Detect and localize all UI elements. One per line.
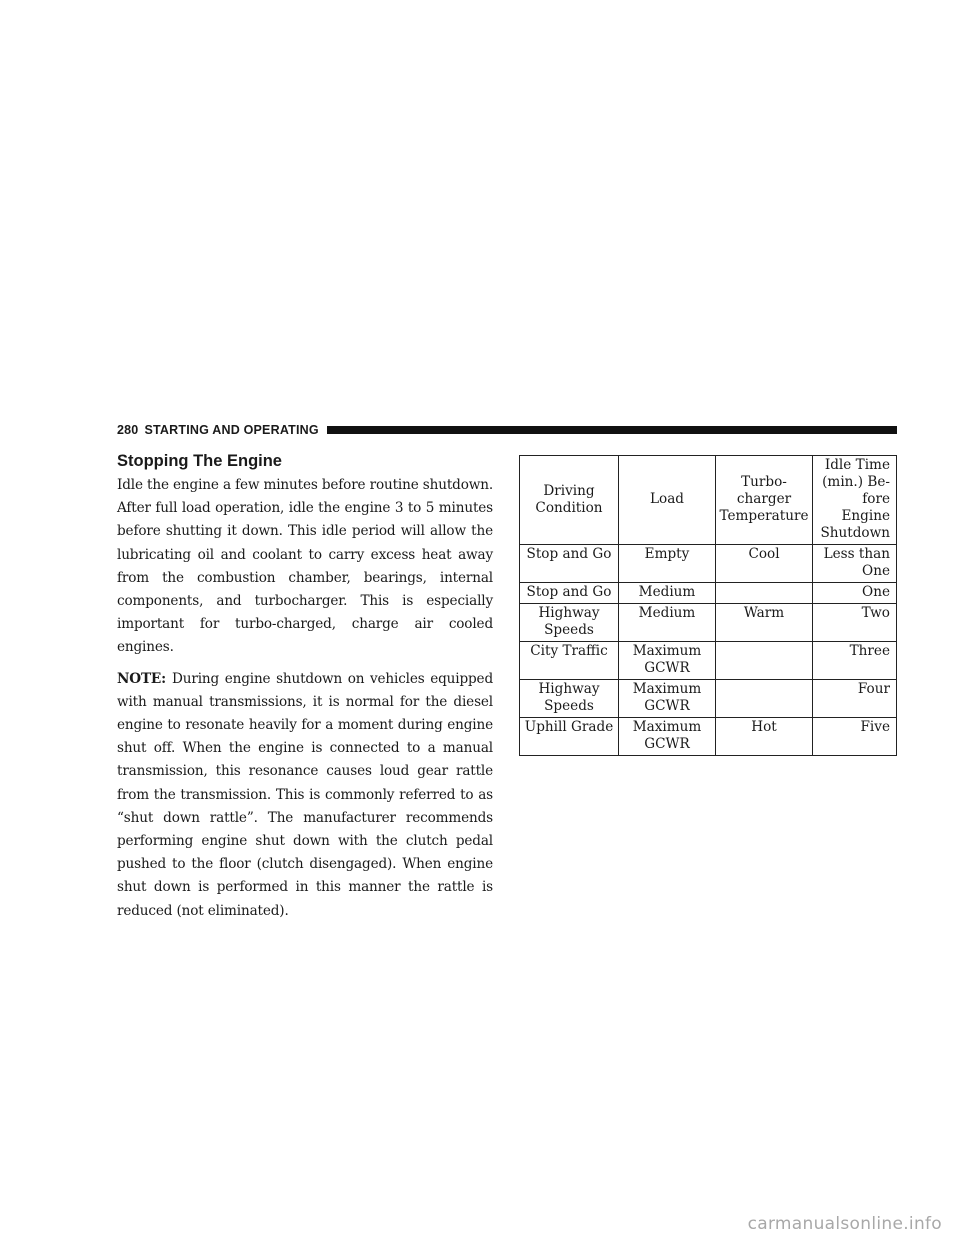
header-rule	[327, 426, 897, 434]
paragraph-intro: Idle the engine a few minutes before routine shutdown. After full load operation, idle the engine 3 to 5 minutes before shutting it down. This idle period will allow the lubricating oil and coolant to carry excess heat away from the combustion chamber, bearings, internal components, and turbocharger. This is especially important for turbo-charged, charge air cooled engines.	[117, 477, 493, 656]
table-row	[520, 680, 897, 718]
table-cell: Highway Speeds	[520, 680, 619, 718]
column-header: Idle Time (min.) Be-fore Engine Shutdown	[813, 456, 897, 545]
table-row	[520, 642, 897, 680]
paragraph-note	[117, 668, 493, 923]
table-cell: Four	[813, 680, 897, 718]
table-cell: Maximum GCWR	[619, 680, 716, 718]
table-cell: Medium	[619, 604, 716, 642]
table-cell: Stop and Go	[520, 545, 619, 583]
page-number: 280	[117, 423, 139, 437]
column-header: Turbo-charger Temperature	[716, 456, 813, 545]
table-header-row	[520, 456, 897, 545]
table-cell: Empty	[619, 545, 716, 583]
table-cell: Two	[813, 604, 897, 642]
column-header: Driving Condition	[520, 456, 619, 545]
table-cell: City Traffic	[520, 642, 619, 680]
table-cell: Maximum GCWR	[619, 718, 716, 756]
table-cell	[716, 642, 813, 680]
table-cell: Maximum GCWR	[619, 642, 716, 680]
table-cell: Uphill Grade	[520, 718, 619, 756]
table-cell: Medium	[619, 583, 716, 604]
table-row	[520, 583, 897, 604]
table-cell: Cool	[716, 545, 813, 583]
table-cell: Highway Speeds	[520, 604, 619, 642]
table-row	[520, 545, 897, 583]
table-row	[520, 718, 897, 756]
table-cell: Three	[813, 642, 897, 680]
table-cell: Warm	[716, 604, 813, 642]
note-label: NOTE:	[117, 670, 167, 687]
table-cell: One	[813, 583, 897, 604]
table-row	[520, 604, 897, 642]
table-cell: Stop and Go	[520, 583, 619, 604]
watermark: carmanualsonline.info	[747, 1214, 942, 1234]
body-text	[117, 474, 493, 931]
table-cell: Less than One	[813, 545, 897, 583]
section-heading: Stopping The Engine	[117, 452, 282, 470]
page-header	[117, 423, 897, 437]
table-cell: Five	[813, 718, 897, 756]
section-title: STARTING AND OPERATING	[144, 423, 319, 437]
table-cell	[716, 583, 813, 604]
idle-time-table	[519, 455, 897, 756]
note-text: During engine shutdown on vehicles equipped with manual transmissions, it is normal for the diesel engine to resonate heavily for a moment during engine shut off. When the engine is connected to a manual transmission, this resonance causes loud gear rattle from the transmission. This is commonly referred to as “shut down rattle”. The manufacturer recommends performing engine shut down with the clutch pedal pushed to the floor (clutch disengaged). When engine shut down is performed in this manner the rattle is reduced (not eliminated).	[117, 670, 493, 919]
table-cell	[716, 680, 813, 718]
table-cell: Hot	[716, 718, 813, 756]
column-header: Load	[619, 456, 716, 545]
